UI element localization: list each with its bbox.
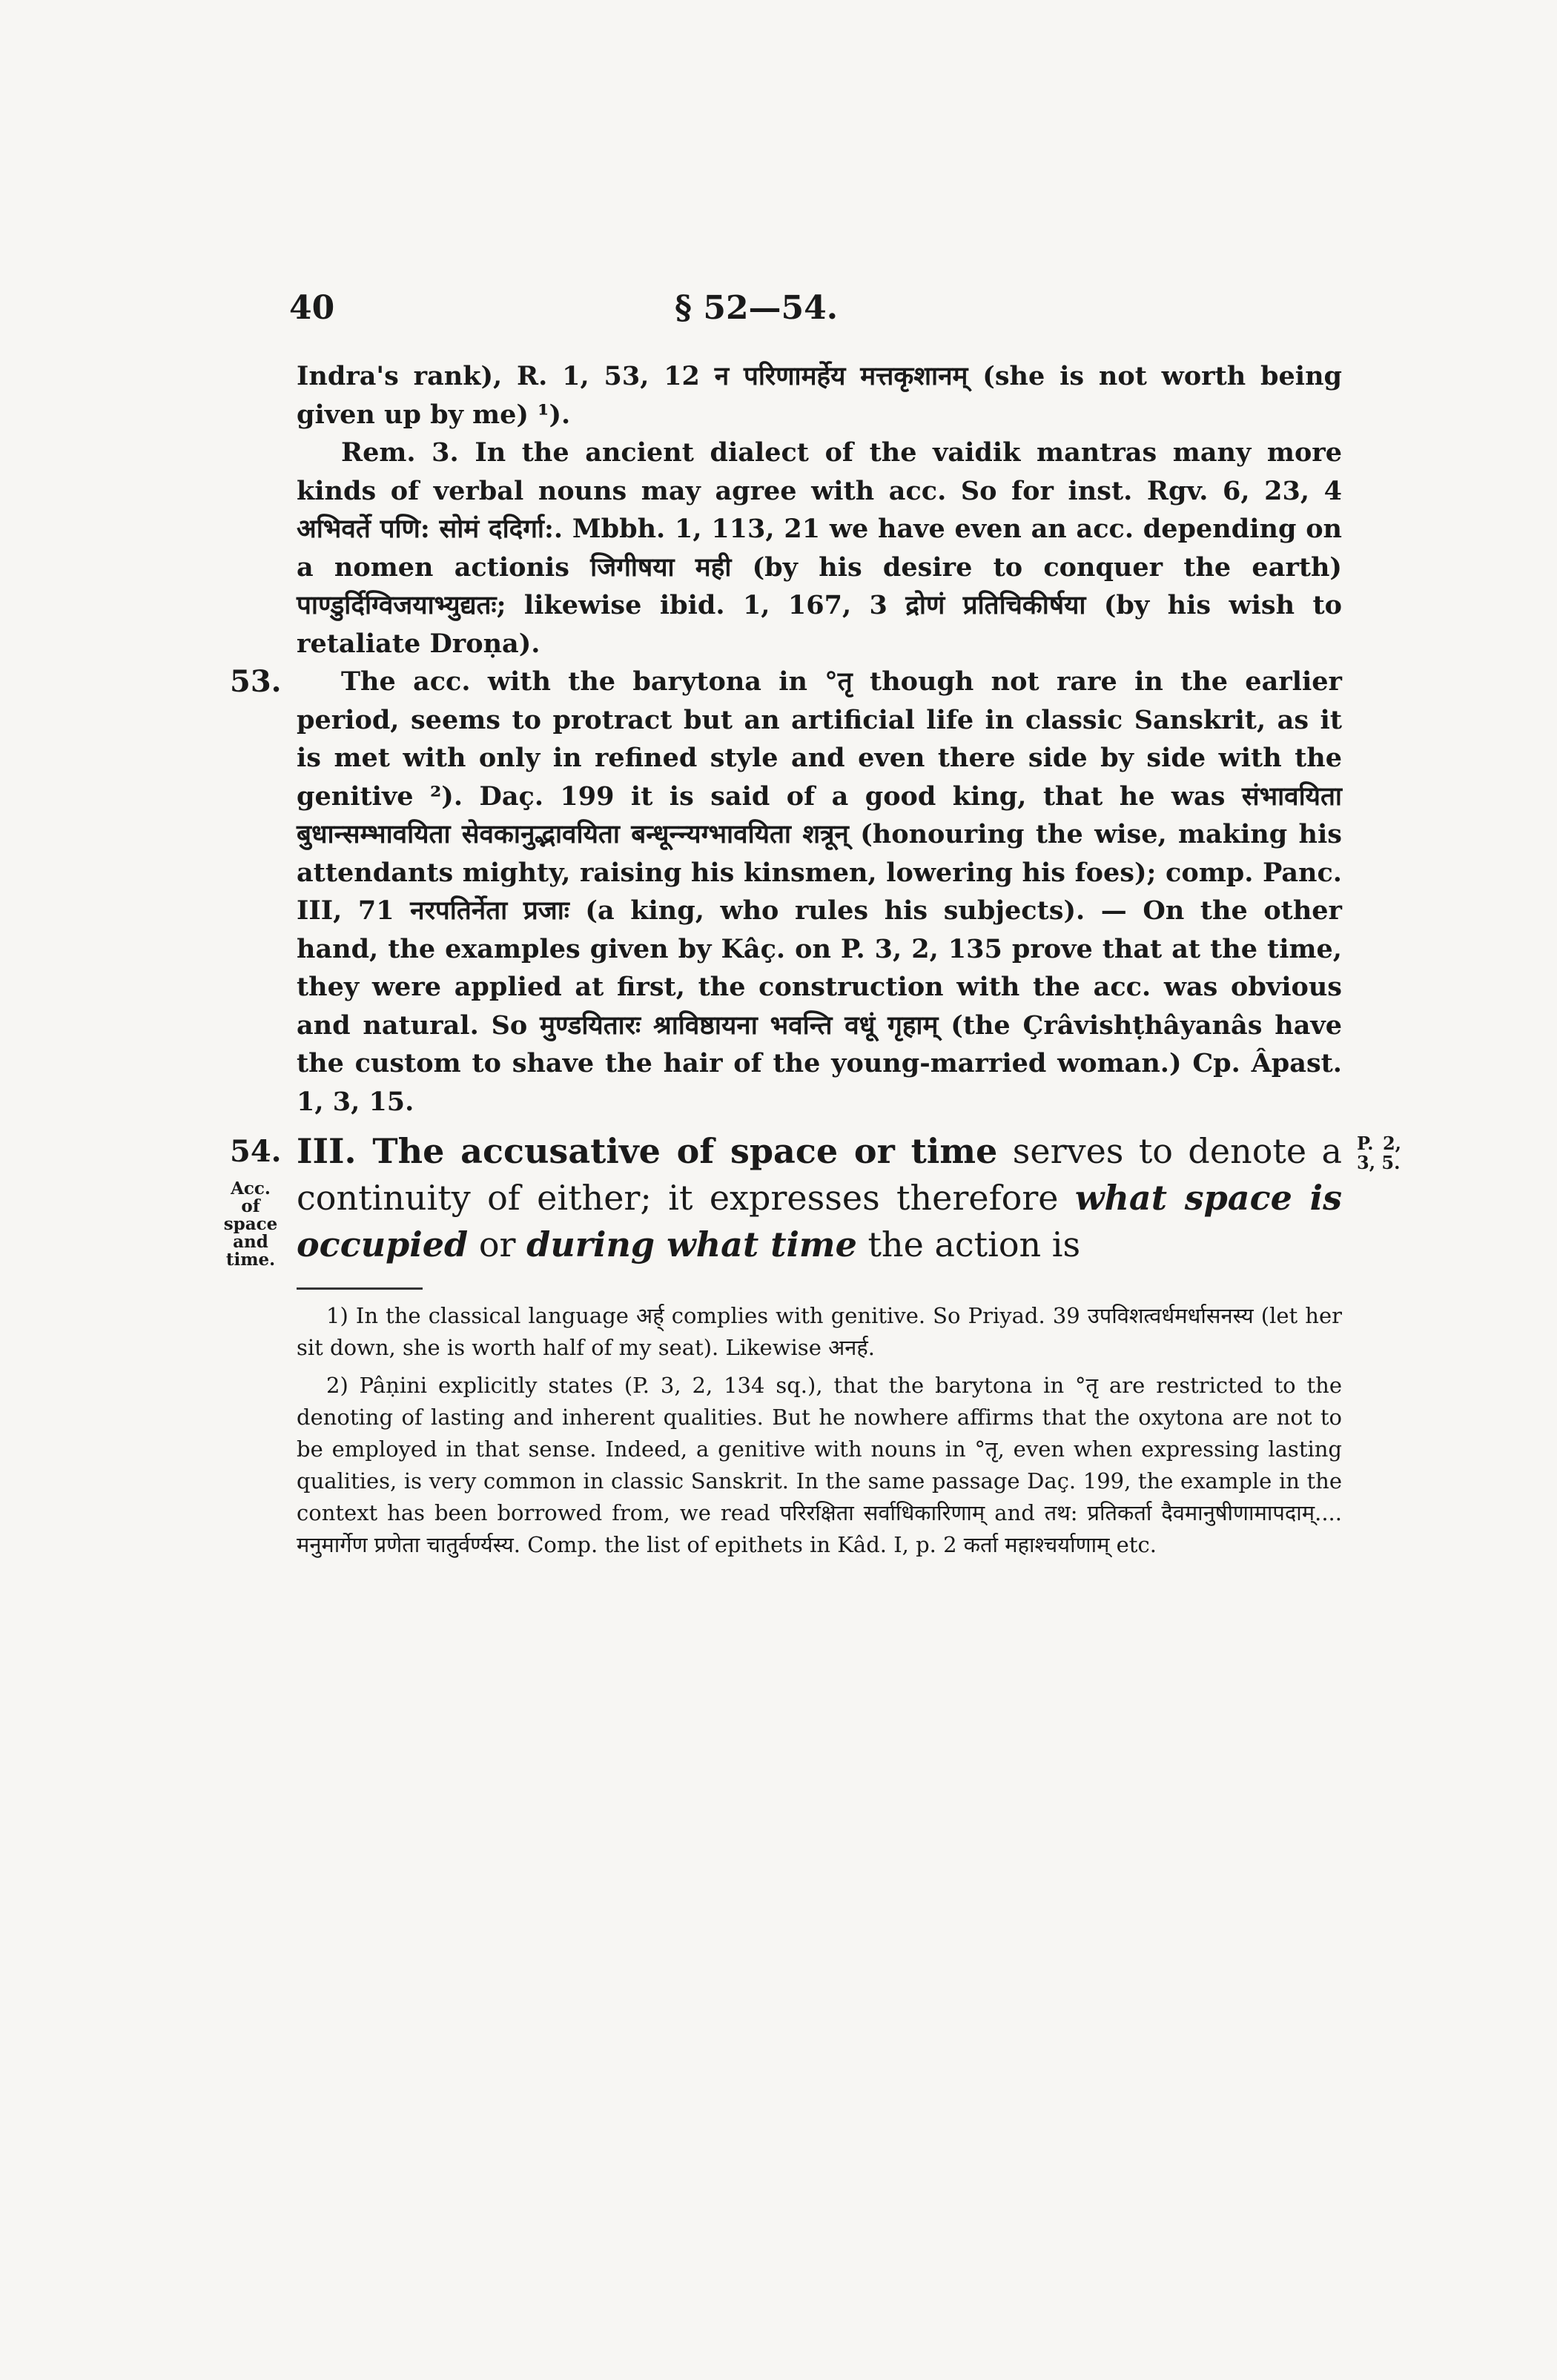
section-range: § 52—54. xyxy=(675,289,839,327)
paragraph-number-54: 54. xyxy=(230,1134,282,1169)
paragraph-54 xyxy=(223,1128,1401,1270)
paragraph-54-text xyxy=(297,1128,1342,1268)
footnote-2: 2) Pâṇini explicitly states (P. 3, 2, 134 sq.), that the barytona in °तृ are restricted to the denoting of lasting and inherent qualities. But he nowhere affirms that the oxytona are not to be employed in that sense. Indeed, a genitive with nouns in °तृ, even when expressing lasting qualities, is very common in classic Sanskrit. In the same passage Daç. 199, the example in the context has been borrowed from, we read परिरक्षिता सर्वाधिकारिणाम् and तथ: प्रतिकर्ता दैवमानुषीणामापदाम्.... मनुमार्गेण प्रणेता चातुर्वर्ण्यस्य. Comp. the list of epithets in Kâd. I, p. 2 कर्ता महाश्चर्याणाम् etc. xyxy=(297,1373,1342,1557)
side-note-acc-space-time: Acc. of space and time. xyxy=(223,1179,278,1270)
paragraph-53-text: The acc. with the barytona in °तृ though not rare in the earlier period, seems to protract but an artificial life in classic Sanskrit, as it is met with only in refined style and even there side by side with the genitive ²). Daç. 199 it is said of a good king, that he was संभावयिता बुधान्सम्भावयिता सेवकानुद्भावयिता बन्धून्न्यग्भावयिता शत्रून् (honouring the wise, making his attendants mighty, raising his kinsmen, lowering his foes); comp. Panc. III, 71 नरपतिर्नेता प्रजाः (a king, who rules his subjects). — On the other hand, the examples given by Kâç. on P. 3, 2, 135 prove that at the time, they were applied at first, the construction with the acc. was obvious and natural. So मुण्डयितारः श्राविष्ठायना भवन्ति वधूं गृहाम् (the Çrâvishṭhâyanâs have the custom to shave the hair of the young-married woman.) Cp. Âpast. 1, 3, 15. xyxy=(297,666,1342,1117)
paragraph-54-emphasis-1: what space is occupied xyxy=(297,1178,1343,1264)
paragraph-54-text-2: or xyxy=(468,1224,527,1264)
page-number: 40 xyxy=(289,289,335,327)
remark-3: Rem. 3. In the ancient dialect of the vaidik mantras many more kinds of verbal nouns may agree with acc. So for inst. Rgv. 6, 23, 4 अभिवर्ते पणि: सोमं ददिर्गा:. Mbbh. 1, 113, 21 we have even an acc. depending on a nomen actionis जिगीषया मही (by his desire to conquer the earth) पाण्डुर्दिग्विजयाभ्युद्यतः; likewise ibid. 1, 167, 3 द्रोणं प्रतिचिकीर्षया (by his wish to retaliate Droṇa). xyxy=(297,437,1342,659)
paragraph-54-lead: III. The accusative of space or time xyxy=(297,1131,998,1171)
side-note-reference: P. 2, 3, 5. xyxy=(1357,1133,1401,1173)
footnotes xyxy=(297,1300,1342,1561)
footnote-1: 1) In the classical language अर्ह् complies with genitive. So Priyad. 39 उपविशत्वर्धमर्धासनस्य (let her sit down, she is worth half of my seat). Likewise अनर्ह. xyxy=(297,1303,1342,1360)
paragraph-54-text-1: serves to denote a continuity of either; it expresses therefore xyxy=(297,1131,1342,1218)
footnote-divider xyxy=(297,1287,423,1290)
paragraph-52-continued: Indra's rank), R. 1, 53, 12 न परिणामर्हेय मत्तकृशानम् (she is not worth being given up by me) ¹). xyxy=(297,361,1342,430)
paragraph-53 xyxy=(230,663,1342,1121)
paragraph-number-53: 53. xyxy=(230,664,282,699)
page-header xyxy=(289,289,1327,334)
paragraph-54-text-3: the action is xyxy=(856,1224,1081,1264)
paragraph-54-emphasis-2: during what time xyxy=(526,1224,857,1264)
page-body xyxy=(223,357,1401,1561)
